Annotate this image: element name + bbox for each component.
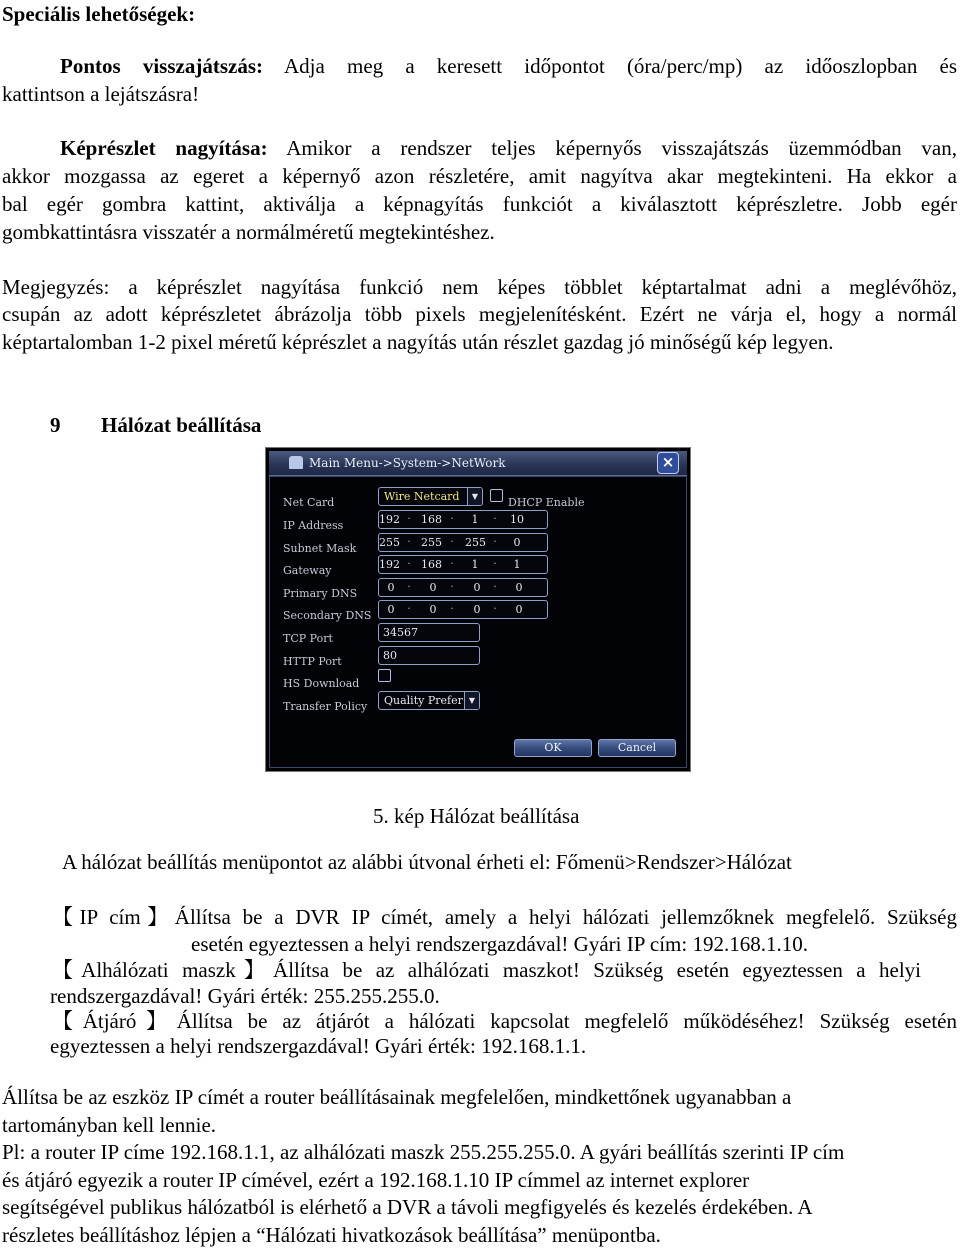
section-number: 9 (50, 413, 61, 437)
secondary-dns-label: Secondary DNS (283, 609, 372, 622)
dhcp-enable-checkbox[interactable] (490, 489, 503, 502)
gateway-label: Gateway (283, 564, 332, 577)
chevron-down-icon: ▼ (467, 488, 482, 505)
primary-dns-label: Primary DNS (283, 587, 358, 600)
dhcp-enable-label: DHCP Enable (508, 496, 585, 509)
ip-dot: · (450, 602, 454, 615)
ip-octet: 0 (387, 581, 395, 594)
ip-octet: 0 (473, 581, 481, 594)
ip-octet: 0 (429, 581, 437, 594)
subnet-mask-label: Subnet Mask (283, 542, 357, 555)
paragraph-zoom-line4: gombkattintásra visszatér a normálméretű megtekintéshez. (2, 220, 495, 244)
section-title: Hálózat beállítása (101, 413, 262, 437)
paragraph-playback-line2: kattintson a lejátszásra! (2, 82, 200, 106)
network-settings-dialog (265, 447, 691, 772)
net-card-label: Net Card (283, 496, 335, 509)
close-button[interactable]: × (657, 452, 679, 474)
paragraph-playback: Pontos visszajátszás: Adja meg a keresett időpontot (óra/perc/mp) az időoszlopban és (60, 54, 957, 78)
dialog-title: Main Menu->System->NetWork (309, 456, 506, 470)
ip-octet: 10 (510, 513, 524, 526)
gateway-paragraph-line2: egyeztessen a helyi rendszergazdával! Gyári érték: 192.168.1.1. (50, 1034, 587, 1058)
chevron-down-icon: ▼ (464, 692, 479, 709)
paragraph-zoom: Képrészlet nagyítása: Amikor a rendszer teljes képernyős visszajátszás üzemmódban van, (60, 136, 958, 160)
hs-download-label: HS Download (283, 677, 360, 690)
http-port-field[interactable]: 80 (378, 646, 480, 665)
primary-dns-field[interactable] (378, 578, 548, 597)
final-paragraph-line3: Pl: a router IP címe 192.168.1.1, az alhálózati maszk 255.255.255.0. A gyári beállítás szerinti IP cím (2, 1140, 845, 1164)
ip-dot: · (493, 580, 497, 593)
final-paragraph-line2: tartományban kell lennie. (2, 1113, 217, 1137)
ip-octet: 0 (473, 603, 481, 616)
hs-download-checkbox[interactable] (378, 669, 391, 682)
ip-octet: 1 (513, 558, 521, 571)
ip-dot: · (407, 535, 411, 548)
paragraph-zoom-line3: bal egér gombra kattint, aktiválja a képnagyítás funkciót a kiválasztott képrészletre. Jobb egér (2, 192, 957, 216)
ip-dot: · (493, 602, 497, 615)
menu-icon (289, 456, 303, 469)
http-port-label: HTTP Port (283, 655, 342, 668)
ip-octet: 168 (421, 513, 442, 526)
figure-caption: 5. kép Hálózat beállítása (373, 804, 580, 828)
ip-octet: 0 (387, 603, 395, 616)
ip-dot: · (493, 535, 497, 548)
net-card-select[interactable]: Wire Netcard ▼ (378, 487, 483, 506)
tcp-port-field[interactable]: 34567 (378, 623, 480, 642)
menu-path-text: A hálózat beállítás menüpontot az alábbi útvonal érheti el: Főmenü>Rendszer>Hálózat (62, 850, 792, 874)
ip-dot: · (450, 557, 454, 570)
ip-dot: · (493, 557, 497, 570)
gateway-field[interactable] (378, 555, 548, 574)
final-paragraph-line1: Állítsa be az eszköz IP címét a router beállításainak megfelelően, mindkettőnek ugyanabban a (2, 1085, 792, 1109)
subnet-mask-paragraph: 【Alhálózati maszk】Állítsa be az alhálózati maszkot! Szükség esetén egyeztessen a helyi (52, 958, 921, 982)
paragraph-note-line3: képtartalomban 1-2 pixel méretű képrészlet a nagyítás után részlet gazdag jó minőségű kép legyen. (2, 330, 834, 354)
cancel-button[interactable]: Cancel (598, 739, 676, 757)
ip-address-paragraph: 【IP cím】Állítsa be a DVR IP címét, amely a helyi hálózati jellemzőknek megfelelő. Szükség (52, 905, 957, 929)
subnet-mask-paragraph-line2: rendszergazdával! Gyári érték: 255.255.255.0. (50, 984, 440, 1008)
ip-octet: 0 (513, 536, 521, 549)
final-paragraph-line4: és átjáró egyezik a router IP címével, ezért a 192.168.1.10 IP címmel az internet explorer (2, 1168, 750, 1192)
ip-octet: 0 (429, 603, 437, 616)
final-paragraph-line5: segítségével publikus hálózatból is elérhető a DVR a távoli megfigyelés és kezelés érdekében. A (2, 1195, 813, 1219)
ip-dot: · (407, 557, 411, 570)
ip-dot: · (450, 512, 454, 525)
ip-address-paragraph-line2: esetén egyeztessen a helyi rendszergazdával! Gyári IP cím: 192.168.1.10. (191, 932, 808, 956)
ip-dot: · (407, 580, 411, 593)
transfer-policy-label: Transfer Policy (283, 700, 368, 713)
ip-octet: 255 (379, 536, 400, 549)
paragraph-note-line1: Megjegyzés: a képrészlet nagyítása funkció nem képes többlet képtartalmat adni a meglévőhöz, (2, 275, 957, 299)
paragraph-note-line2: csupán az adott képrészletet ábrázolja több pixels megjelenítésként. Ezért ne várja el, hogy a normál (2, 302, 957, 326)
ip-octet: 255 (465, 536, 486, 549)
paragraph-zoom-line2: akkor mozgassa az egeret a képernyő azon részletére, amit nagyítva akar megtekinteni. Ha ekkor a (2, 164, 957, 188)
ip-octet: 192 (379, 558, 400, 571)
subnet-mask-field[interactable] (378, 533, 548, 552)
dialog-titlebar (269, 451, 687, 476)
ip-dot: · (407, 602, 411, 615)
tcp-port-label: TCP Port (283, 632, 333, 645)
ip-address-field[interactable] (378, 510, 548, 529)
ip-octet: 255 (421, 536, 442, 549)
ip-octet: 1 (471, 558, 479, 571)
ip-dot: · (450, 580, 454, 593)
final-paragraph-line6: részletes beállításhoz lépjen a “Hálózati hivatkozások beállítása” menüpontba. (2, 1223, 661, 1247)
transfer-policy-select[interactable]: Quality Prefer ▼ (378, 691, 480, 710)
ip-address-label: IP Address (283, 519, 344, 532)
ip-octet: 0 (515, 581, 523, 594)
dialog-body (269, 476, 687, 768)
ip-octet: 192 (379, 513, 400, 526)
ok-button[interactable]: OK (514, 739, 592, 757)
ip-octet: 0 (515, 603, 523, 616)
ip-octet: 1 (471, 513, 479, 526)
gateway-paragraph: 【Átjáró】Állítsa be az átjárót a hálózati kapcsolat megfelelő működéséhez! Szükség esetén (52, 1009, 957, 1033)
ip-dot: · (493, 512, 497, 525)
section-heading-special: Speciális lehetőségek: (2, 2, 196, 26)
ip-octet: 168 (421, 558, 442, 571)
ip-dot: · (450, 535, 454, 548)
secondary-dns-field[interactable] (378, 600, 548, 619)
ip-dot: · (407, 512, 411, 525)
